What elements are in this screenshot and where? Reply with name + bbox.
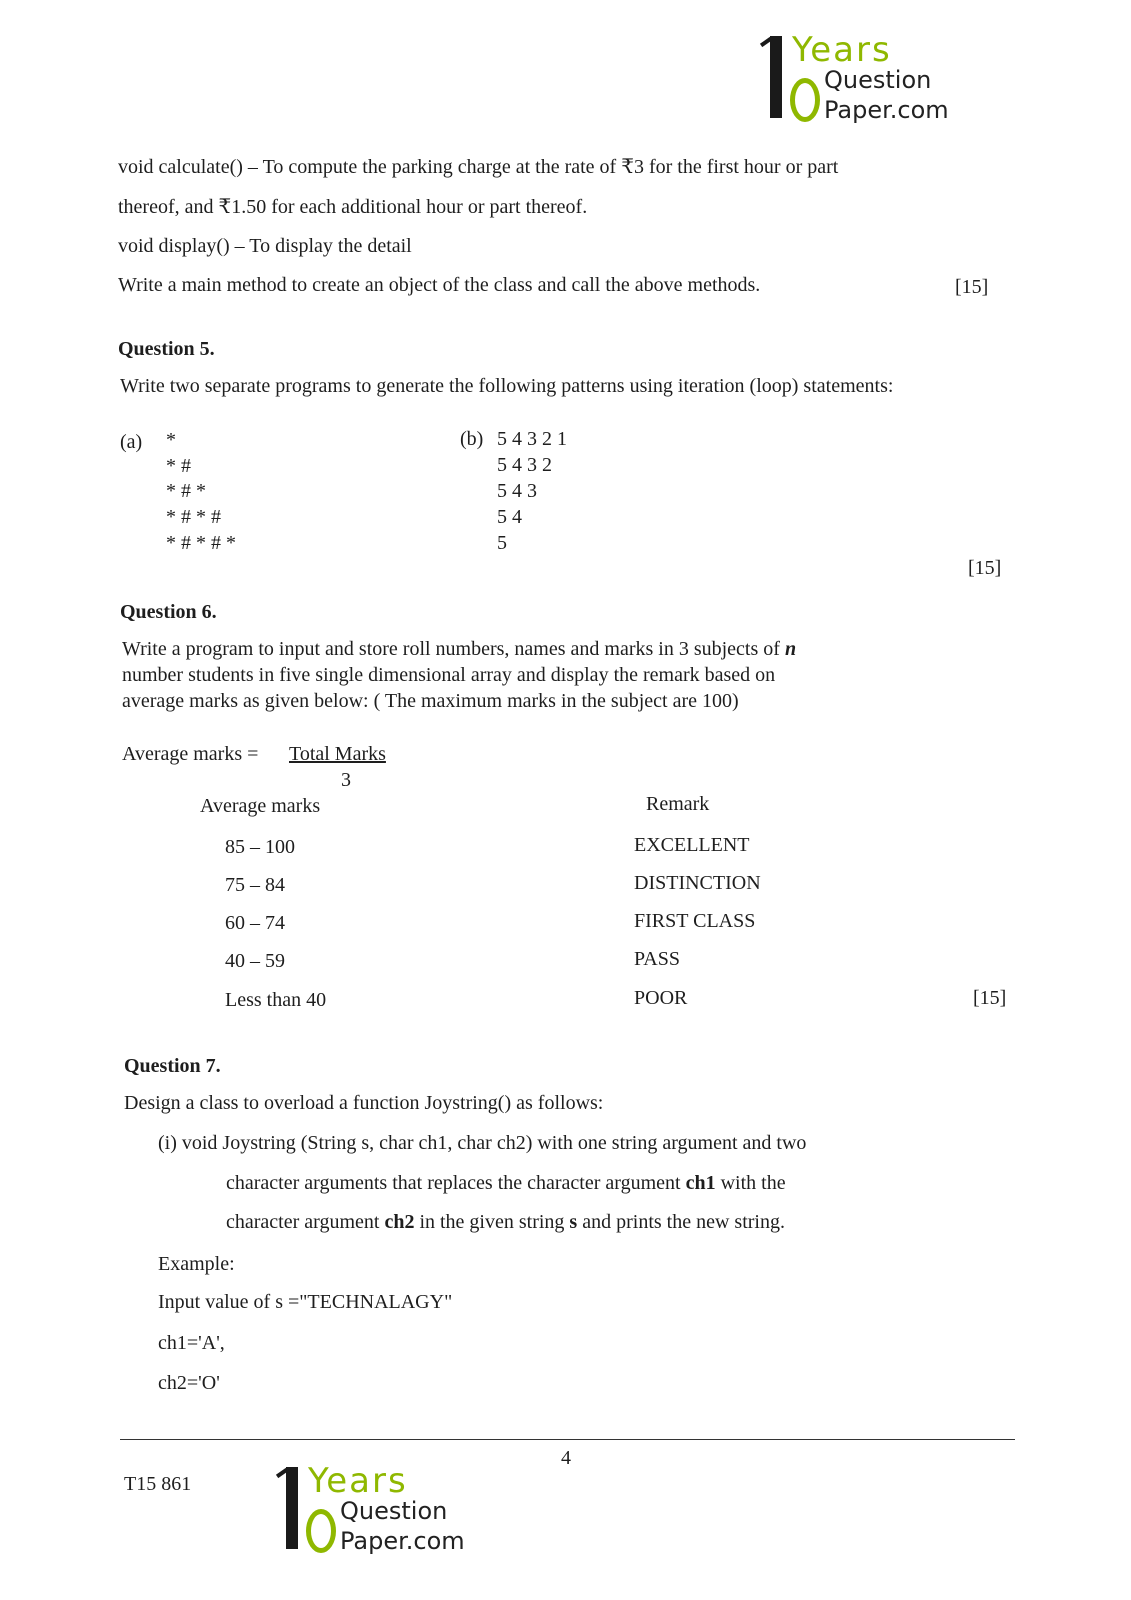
table-cell-range: 75 – 84 [225,874,285,896]
table-header-remark: Remark [646,793,710,815]
q7-example-label: Example: [158,1253,235,1275]
q4-line-4: Write a main method to create an object of the class and call the above methods. [118,274,761,296]
table-cell-range: 40 – 59 [225,950,285,972]
q7-i-line-2: character arguments that replaces the character argument ch1 with the [226,1172,786,1194]
table-header-average: Average marks [200,795,321,817]
pattern-a-row: * # * [166,480,206,502]
q5-b-label: (b) [460,428,484,450]
q6-line-2: number students in five single dimensional array and display the remark based on [122,664,776,686]
q7-i-line-1: (i) void Joystring (String s, char ch1, char ch2) with one string argument and two [158,1132,807,1154]
q6-title: Question 6. [120,601,217,623]
pattern-a-row: * [166,429,176,451]
q5-text: Write two separate programs to generate the following patterns using iteration (loop) statements: [120,375,894,397]
q7-example-input: Input value of s ="TECHNALAGY" [158,1291,453,1313]
pattern-b-row: 5 4 3 2 [497,454,552,476]
pattern-b-row: 5 4 3 2 1 [497,428,567,450]
table-cell-remark: EXCELLENT [634,834,750,856]
q7-intro: Design a class to overload a function Joystring() as follows: [124,1092,604,1114]
table-cell-remark: POOR [634,987,688,1009]
pattern-a-row: * # [166,455,191,477]
q5-marks: [15] [968,557,1002,579]
q4-line-1: void calculate() – To compute the parking charge at the rate of ₹3 for the first hour or part [118,156,839,178]
pattern-a-row: * # * # [166,506,221,528]
q6-line-3: average marks as given below: ( The maximum marks in the subject are 100) [122,690,739,712]
site-logo-bottom: Years Question Paper.com [286,1467,476,1557]
formula-numerator: Total Marks [289,743,386,765]
paper-code: T15 861 [124,1473,192,1495]
q4-marks: [15] [955,276,989,298]
page-number: 4 [561,1447,571,1469]
q4-line-2: thereof, and ₹1.50 for each additional hour or part thereof. [118,196,588,218]
table-cell-remark: FIRST CLASS [634,910,756,932]
table-cell-remark: DISTINCTION [634,872,761,894]
pattern-b-row: 5 4 [497,506,522,528]
q6-line-1: Write a program to input and store roll numbers, names and marks in 3 subjects of n [122,638,797,660]
q7-title: Question 7. [124,1055,221,1077]
footer-divider [120,1439,1015,1440]
pattern-b-row: 5 4 3 [497,480,537,502]
table-cell-range: 85 – 100 [225,836,295,858]
q6-marks: [15] [973,987,1007,1009]
q7-example-ch2: ch2='O' [158,1372,220,1394]
table-cell-range: Less than 40 [225,989,327,1011]
q7-example-ch1: ch1='A', [158,1332,225,1354]
site-logo-top: Years Question Paper.com [770,36,960,126]
q5-title: Question 5. [118,338,215,360]
q5-a-label: (a) [120,431,143,453]
table-cell-range: 60 – 74 [225,912,285,934]
table-cell-remark: PASS [634,948,680,970]
q7-i-line-3: character argument ch2 in the given string s and prints the new string. [226,1211,785,1233]
formula-lhs: Average marks = [122,743,259,765]
q4-line-3: void display() – To display the detail [118,235,412,257]
formula-denominator: 3 [341,769,351,791]
pattern-b-row: 5 [497,532,507,554]
pattern-a-row: * # * # * [166,532,236,554]
